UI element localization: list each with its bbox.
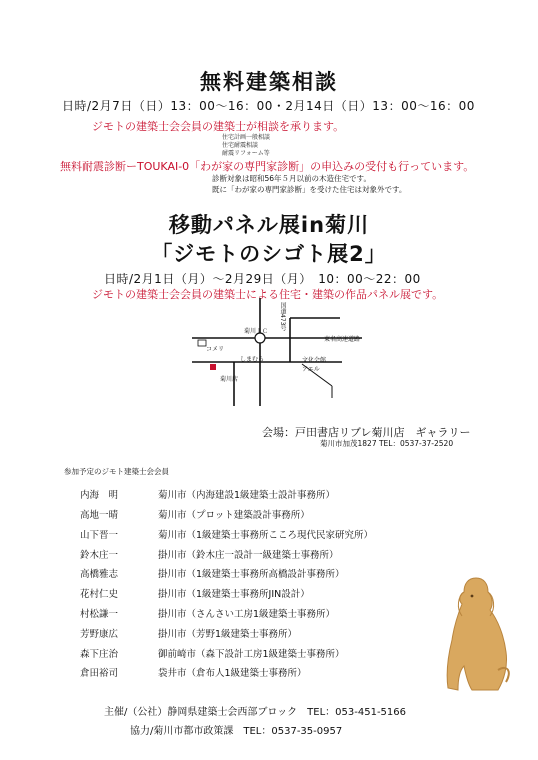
member-affiliation: 菊川市（プロット建築設計事務所）: [158, 510, 310, 521]
member-affiliation: 菊川市（1級建築士事務所こころ現代民家研究所）: [158, 530, 374, 541]
consult-topic: 住宅計画一般相談: [222, 134, 271, 141]
venue-map: [190, 298, 370, 408]
member-affiliation: 御前崎市（森下設計工房1級建築士事務所）: [158, 649, 345, 660]
consult-schedule: 日時/2月7日（日）13：00～16：00・2月14日（日）13：00～16：00: [62, 99, 475, 113]
map-label-route: 国道473号: [279, 302, 286, 332]
member-name: 倉田裕司: [80, 668, 119, 679]
member-affiliation: 菊川市（内海建設1級建築士設計事務所）: [158, 490, 336, 501]
member-affiliation: 掛川市（鈴木庄一設計一級建築士事務所）: [158, 550, 339, 561]
venue-address: 菊川市加茂1827 TEL：0537-37-2520: [320, 439, 454, 448]
consult-title: 無料建築相談: [200, 70, 338, 94]
member-name: 村松謙一: [80, 609, 119, 620]
member-affiliation: 掛川市（1級建築士事務所高橋設計事務所）: [158, 569, 345, 580]
map-label-store1: コメリ: [206, 346, 225, 353]
member-name: 鈴木庄一: [80, 550, 119, 561]
venue-marker: [210, 364, 216, 370]
member-affiliation: 掛川市（1級建築士事務所JIN設計）: [158, 589, 310, 600]
diagnosis-condition: 診断対象は昭和56年５月以前の木造住宅です。: [212, 174, 371, 183]
dog-illustration: [428, 574, 514, 698]
exhibition-note: ジモトの建築士会会員の建築士による住宅・建築の作品パネル展です。: [92, 288, 444, 301]
exhibition-subtitle: 「ジモトのシゴト展2」: [151, 242, 387, 266]
member-name: 内海 明: [80, 490, 119, 501]
diagnosis-condition: 既に「わが家の専門家診断」を受けた住宅は対象外です。: [212, 185, 407, 194]
exhibition-title: 移動パネル展in菊川: [168, 213, 370, 237]
member-name: 花村仁史: [80, 589, 119, 600]
member-name: 山下晋一: [80, 530, 119, 541]
member-name: 高地一晴: [80, 510, 119, 521]
map-label-hall: 文化会館 アエル: [302, 357, 327, 373]
map-label-shop: 菊川店: [220, 376, 239, 383]
seismic-diagnosis-note: 無料耐震診断ーTOUKAI-0「わが家の専門家診断」の申込みの受付も行っています。: [60, 160, 475, 173]
member-name: 芳野康広: [80, 629, 119, 640]
cooperation: 協力/菊川市都市政策課 TEL：0537-35-0957: [130, 726, 343, 737]
exhibition-schedule: 日時/2月1日（月）～2月29日（月） 10：00～22：00: [104, 272, 421, 286]
map-label-interchange: 菊川ＩＣ: [244, 328, 269, 335]
member-affiliation: 袋井市（倉布人1級建築士事務所）: [158, 668, 307, 679]
member-affiliation: 掛川市（さんさい工房1級建築士事務所）: [158, 609, 336, 620]
venue-name: 会場：戸田書店リブレ菊川店 ギャラリー: [262, 426, 471, 439]
map-label-highway: 東名高速道路: [324, 336, 361, 343]
consult-note: ジモトの建築士会会員の建築士が相談を承ります。: [92, 120, 345, 133]
members-heading: 参加予定のジモト建築士会会員: [64, 467, 169, 476]
map-label-store2: しまむら: [240, 356, 265, 363]
organizer: 主催/（公社）静岡県建築士会西部ブロック TEL：053-451-5166: [104, 707, 407, 718]
member-name: 森下庄治: [80, 649, 119, 660]
member-name: 高橋雅志: [80, 569, 119, 580]
consult-topic: 耐震リフォーム等: [222, 150, 270, 157]
consult-topic: 住宅耐震相談: [222, 142, 259, 149]
member-affiliation: 掛川市（芳野1級建築士事務所）: [158, 629, 298, 640]
